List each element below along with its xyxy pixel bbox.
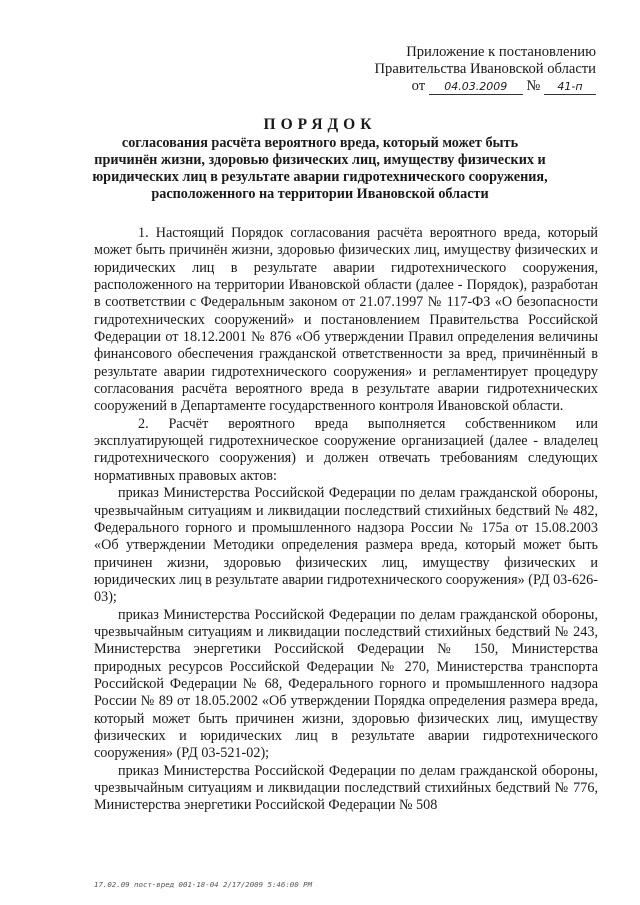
order-item-3: приказ Министерства Российской Федерации по делам гражданской обороны, чрезвычайным ситуациям и ликвидации последствий стихийных бедствий № 776, Министерства энергетики Российской Федерации № 508 bbox=[94, 762, 598, 814]
appendix-date: 04.03.2009 bbox=[429, 80, 523, 95]
order-item-1: приказ Министерства Российской Федерации по делам гражданской обороны, чрезвычайным ситуациям и ликвидации последствий стихийных бедствий № 482, Федерального горного и промышленного надзора России № 175а от 15.08.2003 «Об утверждении Методики определения размера вреда, который может быть причинен жизни, здоровью физических лиц, имуществу физических и юридических лиц в результате аварии гидротехнического сооружения» (РД 03-626-03); bbox=[94, 485, 598, 606]
appendix-line-2: Правительства Ивановской области bbox=[374, 61, 596, 77]
paragraph-1: 1. Настоящий Порядок согласования расчёта вероятного вреда, который может быть причинён жизни, здоровью физических лиц, имуществу физических и юридических лиц в результате аварии гидротехнического сооружения, расположенного на территории Ивановской области (далее - Порядок), разработан в соответствии с Федеральным законом от 21.07.1997 № 117-ФЗ «О безопасности гидротехнических сооружений» и постановлением Правительства Российской Федерации от 18.12.2001 № 876 «Об утверждении Правил определения величины финансового обеспечения гражданской ответственности за вред, причинённый в результате аварии гидротехнического сооружения» и регламентирует процедуру согласования расчёта вероятного вреда в результате аварии гидротехнических сооружений в Департаменте государственного контроля Ивановской области. bbox=[94, 225, 598, 415]
appendix-date-line bbox=[336, 78, 596, 95]
appendix-from-label: от bbox=[411, 78, 426, 94]
document-body bbox=[94, 225, 598, 815]
document-title: ПОРЯДОК bbox=[263, 116, 377, 133]
appendix-header bbox=[336, 44, 596, 95]
appendix-number: 41-п bbox=[544, 80, 596, 95]
appendix-number-label: № bbox=[526, 78, 541, 94]
document-subtitle: согласования расчёта вероятного вреда, который может быть причинён жизни, здоровью физических лиц, имуществу физических и юридических лиц в результате аварии гидротехнического сооружения, расположенного на территории Ивановской области bbox=[92, 135, 548, 202]
file-footer: 17.02.09 пост-вред 001-18-04 2/17/2009 5:46:00 PM bbox=[94, 880, 313, 889]
paragraph-2: 2. Расчёт вероятного вреда выполняется собственником или эксплуатирующей гидротехническое сооружение организацией (далее - владелец гидротехнического сооружения) и должен отвечать требованиям следующих нормативных правовых актов: bbox=[94, 415, 598, 484]
order-item-2: приказ Министерства Российской Федерации по делам гражданской обороны, чрезвычайным ситуациям и ликвидации последствий стихийных бедствий № 243, Министерства энергетики Российской Федерации № 150, Министерства природных ресурсов Российской Федерации № 270, Министерства транспорта Российской Федерации № 68, Федерального горного и промышленного надзора России № 89 от 18.05.2002 «Об утверждении Порядка определения размера вреда, который может быть причинен жизни, здоровью физических лиц, имуществу физических и юридических лиц в результате аварии гидротехнического сооружения» (РД 03-521-02); bbox=[94, 606, 598, 762]
appendix-line-1: Приложение к постановлению bbox=[406, 44, 596, 60]
